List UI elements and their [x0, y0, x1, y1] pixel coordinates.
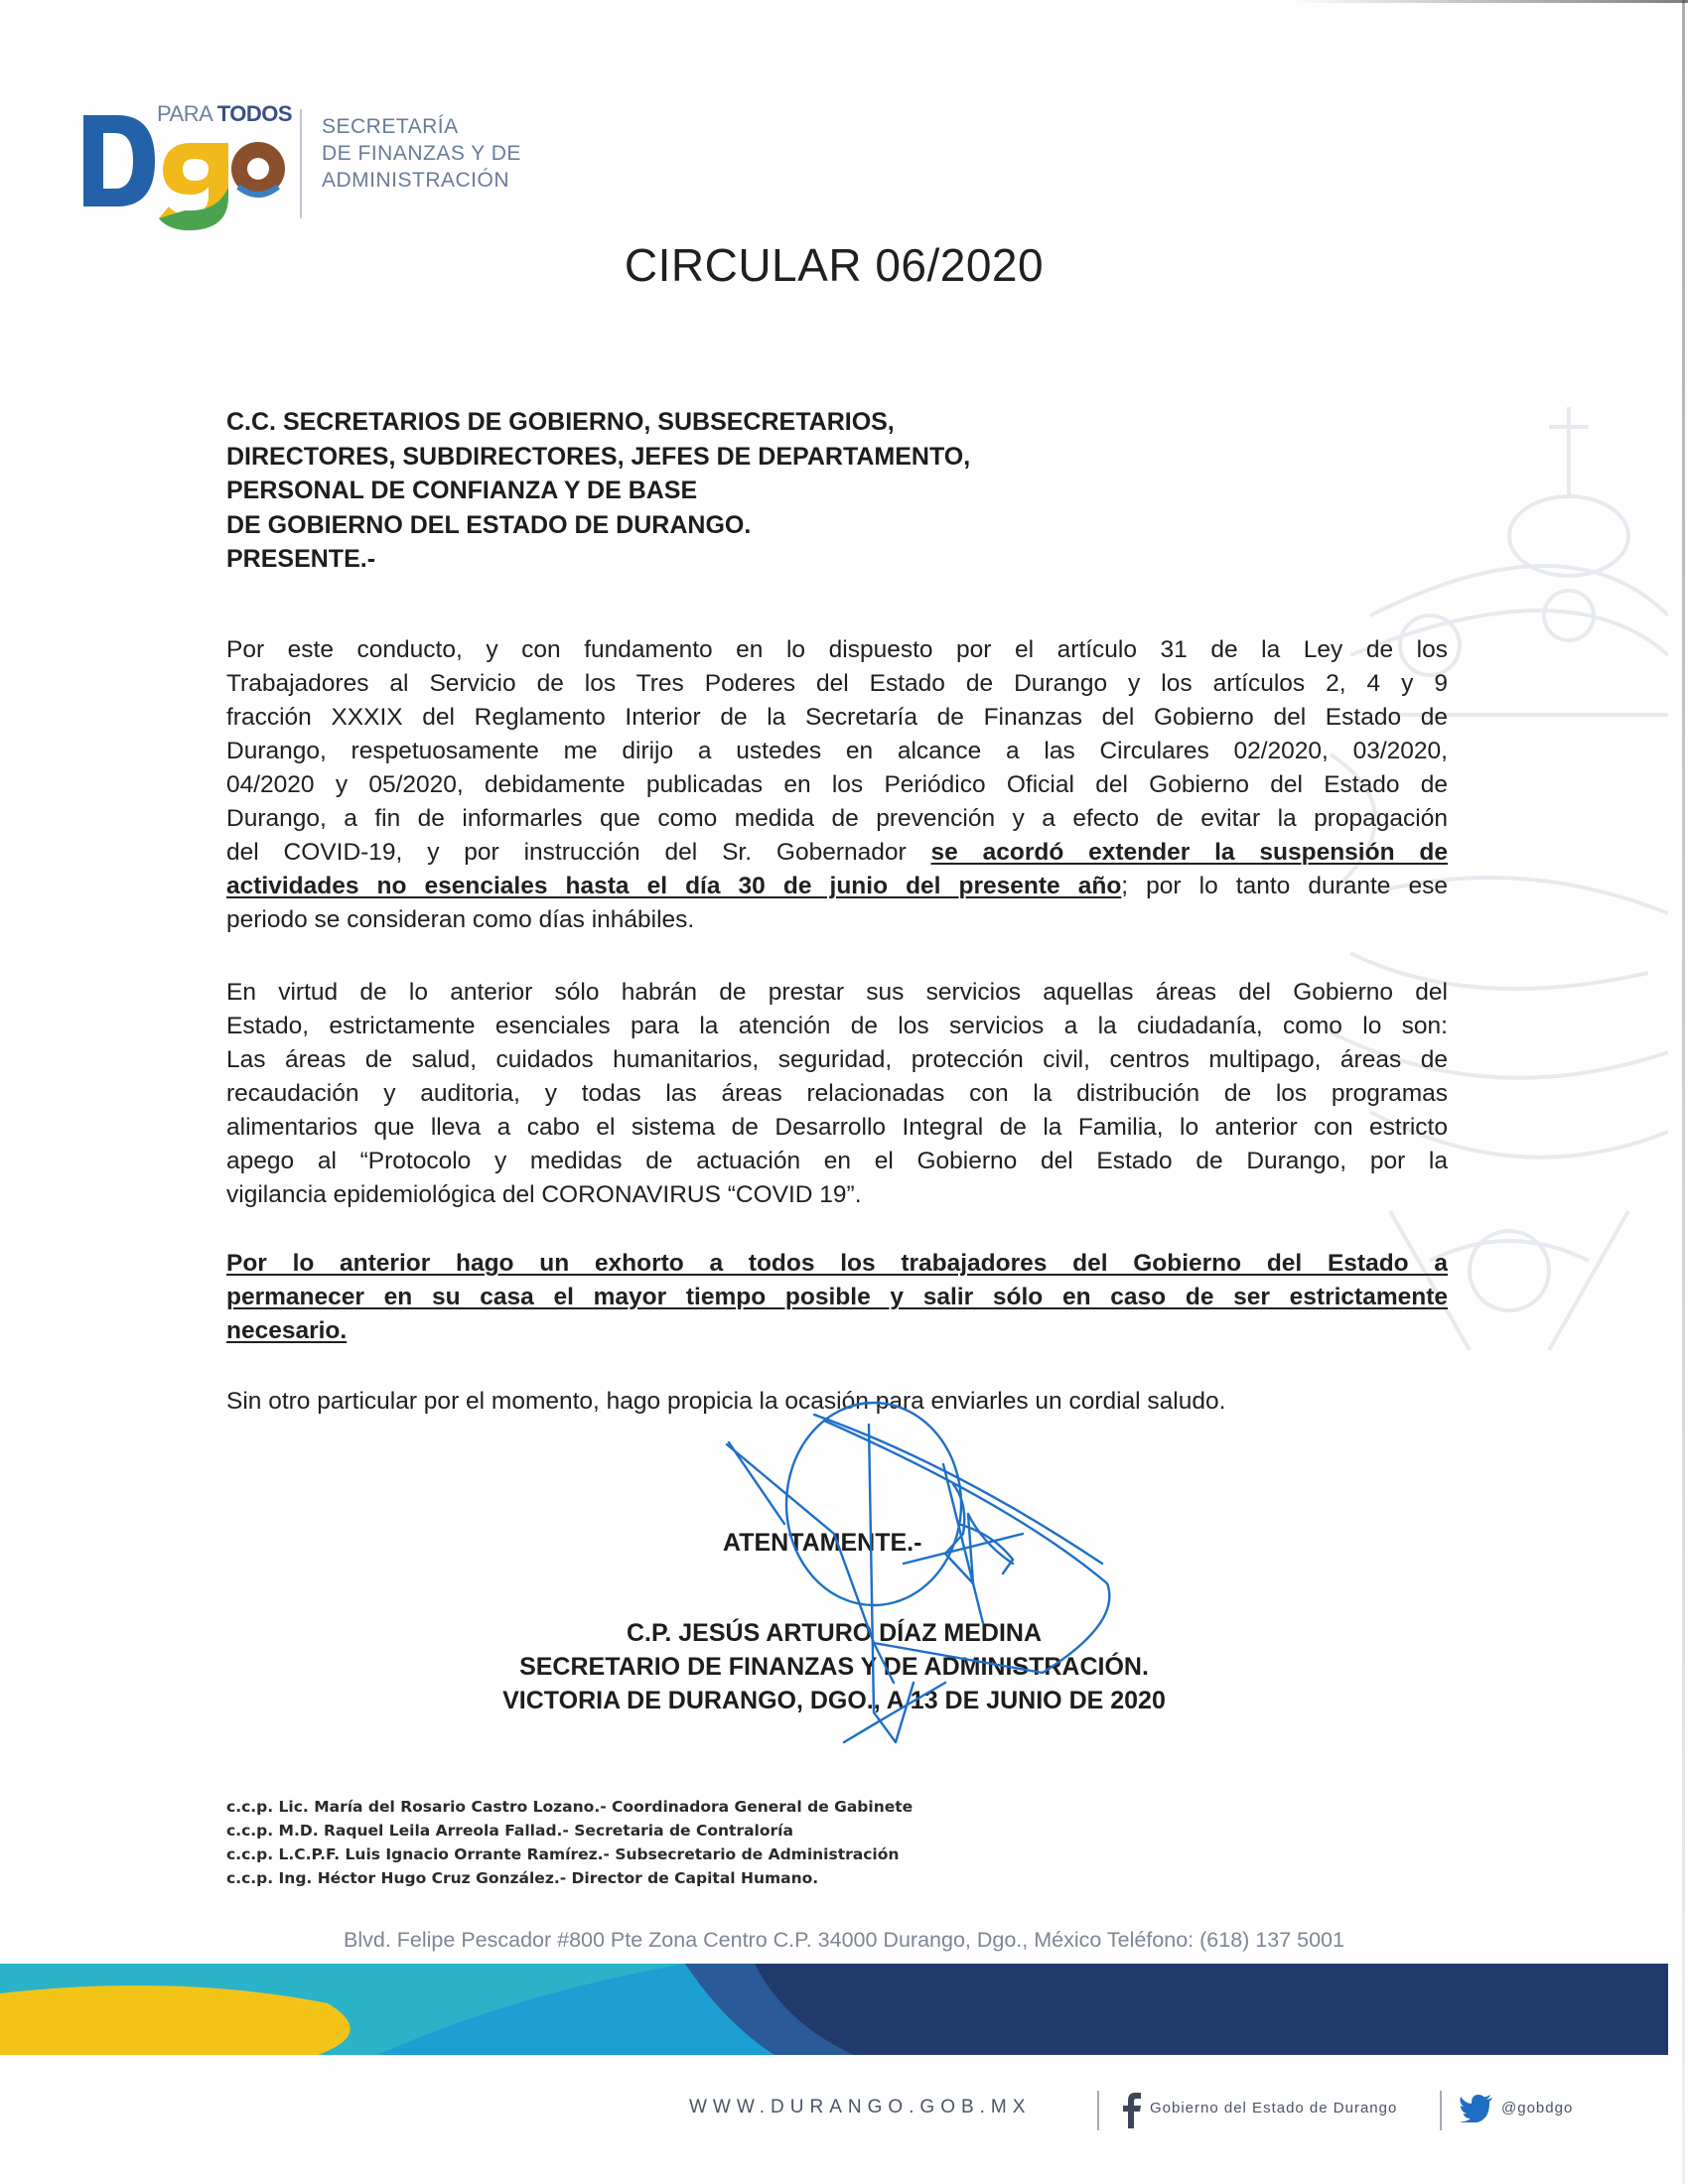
department-line: DE FINANZAS Y DE	[322, 142, 521, 165]
addressee-line: PERSONAL DE CONFIANZA Y DE BASE	[226, 477, 698, 504]
body-paragraph-1	[226, 633, 1448, 937]
paragraph-line: necesario.	[226, 1317, 348, 1344]
office-address: Blvd. Felipe Pescador #800 Pte Zona Centro C.P. 34000 Durango, Dgo., México Teléfono: (618) 137 5001	[344, 1928, 1344, 1952]
signatory-name: C.P. JESÚS ARTURO DÍAZ MEDINA	[626, 1619, 1043, 1647]
footer-divider	[1440, 2091, 1442, 2130]
addressee-line: PRESENTE.-	[226, 545, 376, 573]
addressee-line: C.C. SECRETARIOS DE GOBIERNO, SUBSECRETARIOS,	[226, 408, 895, 436]
paragraph-line: Durango, respetuosamente me dirijo a ustedes en alcance a las Circulares 02/2020, 03/2020,	[226, 738, 1448, 764]
addressee-block	[226, 405, 970, 577]
paragraph-line: Por lo anterior hago un exhorto a todos los trabajadores del Gobierno del Estado a	[226, 1250, 1448, 1277]
paragraph-line: Sin otro particular por el momento, hago propicia la ocasión para enviarles un cordial saludo.	[226, 1388, 1226, 1415]
ccp-item: c.c.p. Ing. Héctor Hugo Cruz González.- Director de Capital Humano.	[226, 1869, 819, 1887]
twitter-link[interactable]: @gobdgo	[1501, 2100, 1574, 2116]
department-line: ADMINISTRACIÓN	[322, 169, 510, 192]
emphasized-text: se acordó extender la suspensión de	[930, 839, 1448, 866]
paragraph-line: vigilancia epidemiológica del CORONAVIRUS “COVID 19”.	[226, 1181, 862, 1208]
ccp-list	[226, 1795, 913, 1890]
paragraph-line: Trabajadores al Servicio de los Tres Poderes del Estado de Durango y los artículos 2, 4 y 9	[226, 670, 1448, 697]
header-logo	[79, 95, 536, 244]
paragraph-text: del COVID-19, y por instrucción del Sr. Gobernador	[226, 839, 931, 866]
paragraph-line: fracción XXXIX del Reglamento Interior de la Secretaría de Finanzas del Gobierno del Estado de	[226, 704, 1448, 731]
paragraph-line: alimentarios que lleva a cabo el sistema de Desarrollo Integral de la Familia, lo anterior con estricto	[226, 1114, 1448, 1141]
department-name	[322, 113, 521, 194]
ccp-item: c.c.p. Lic. María del Rosario Castro Lozano.- Coordinadora General de Gabinete	[226, 1798, 914, 1816]
paragraph-line: recaudación y auditoria, y todas las áreas relacionadas con la distribución de los programas	[226, 1080, 1448, 1107]
twitter-icon	[1460, 2095, 1493, 2122]
paragraph-line: Las áreas de salud, cuidados humanitarios, seguridad, protección civil, centros multipago, áreas de	[226, 1046, 1448, 1073]
paragraph-line: apego al “Protocolo y medidas de actuación en el Gobierno del Estado de Durango, por la	[226, 1148, 1448, 1174]
ccp-item: c.c.p. M.D. Raquel Leila Arreola Fallad.- Secretaria de Contraloría	[226, 1822, 793, 1840]
scan-edge-top	[1291, 0, 1688, 3]
paragraph-line: periodo se consideran como días inhábiles.	[226, 906, 695, 933]
paragraph-line: 04/2020 y 05/2020, debidamente publicadas en los Periódico Oficial del Gobierno del Estado de	[226, 771, 1448, 798]
footer-divider	[1097, 2091, 1099, 2130]
logo-tagline	[157, 101, 292, 127]
web-footer	[0, 2091, 1688, 2130]
department-line: SECRETARÍA	[322, 115, 459, 138]
body-paragraph-2	[226, 976, 1448, 1212]
footer-color-band	[0, 1964, 1688, 2055]
ccp-item: c.c.p. L.C.P.F. Luis Ignacio Orrante Ramírez.- Subsecretario de Administración	[226, 1845, 900, 1863]
addressee-line: DIRECTORES, SUBDIRECTORES, JEFES DE DEPARTAMENTO,	[226, 442, 971, 471]
place-date: VICTORIA DE DURANGO, DGO., A 13 DE JUNIO DE 2020	[502, 1687, 1166, 1714]
paragraph-line: Estado, estrictamente esenciales para la atención de los servicios a la ciudadanía, como lo son:	[226, 1013, 1448, 1039]
paragraph-text: ; por lo tanto durante ese	[1121, 873, 1448, 899]
atentamente-label: ATENTAMENTE.-	[723, 1529, 922, 1557]
website-link[interactable]: WWW.DURANGO.GOB.MX	[689, 2097, 1032, 2117]
paragraph-line	[226, 870, 1448, 903]
paragraph-line: permanecer en su casa el mayor tiempo posible y salir sólo en caso de ser estrictamente	[226, 1284, 1448, 1310]
paragraph-line	[226, 836, 1448, 870]
signatory-position: SECRETARIO DE FINANZAS Y DE ADMINISTRACIÓN.	[519, 1653, 1149, 1681]
paragraph-line: En virtud de lo anterior sólo habrán de prestar sus servicios aquellas áreas del Gobierno del	[226, 979, 1448, 1006]
handwritten-signature	[715, 1385, 1132, 1762]
logo-todos-text: TODOS	[216, 101, 293, 126]
exhortation-paragraph	[226, 1247, 1448, 1348]
paragraph-line: Por este conducto, y con fundamento en lo dispuesto por el artículo 31 de la Ley de los	[226, 636, 1448, 663]
facebook-link[interactable]: Gobierno del Estado de Durango	[1150, 2100, 1398, 2116]
paragraph-line: Durango, a fin de informarles que como medida de prevención y a efecto de evitar la propagación	[226, 805, 1448, 832]
logo-divider	[300, 109, 302, 218]
logo-para-text: PARA	[157, 101, 212, 126]
emphasized-text: actividades no esenciales hasta el día 30 de junio del presente año	[226, 873, 1122, 899]
scan-edge-right	[1682, 0, 1685, 2184]
addressee-line: DE GOBIERNO DEL ESTADO DE DURANGO.	[226, 510, 752, 539]
circular-title: CIRCULAR 06/2020	[624, 239, 1045, 291]
facebook-icon	[1120, 2093, 1144, 2128]
